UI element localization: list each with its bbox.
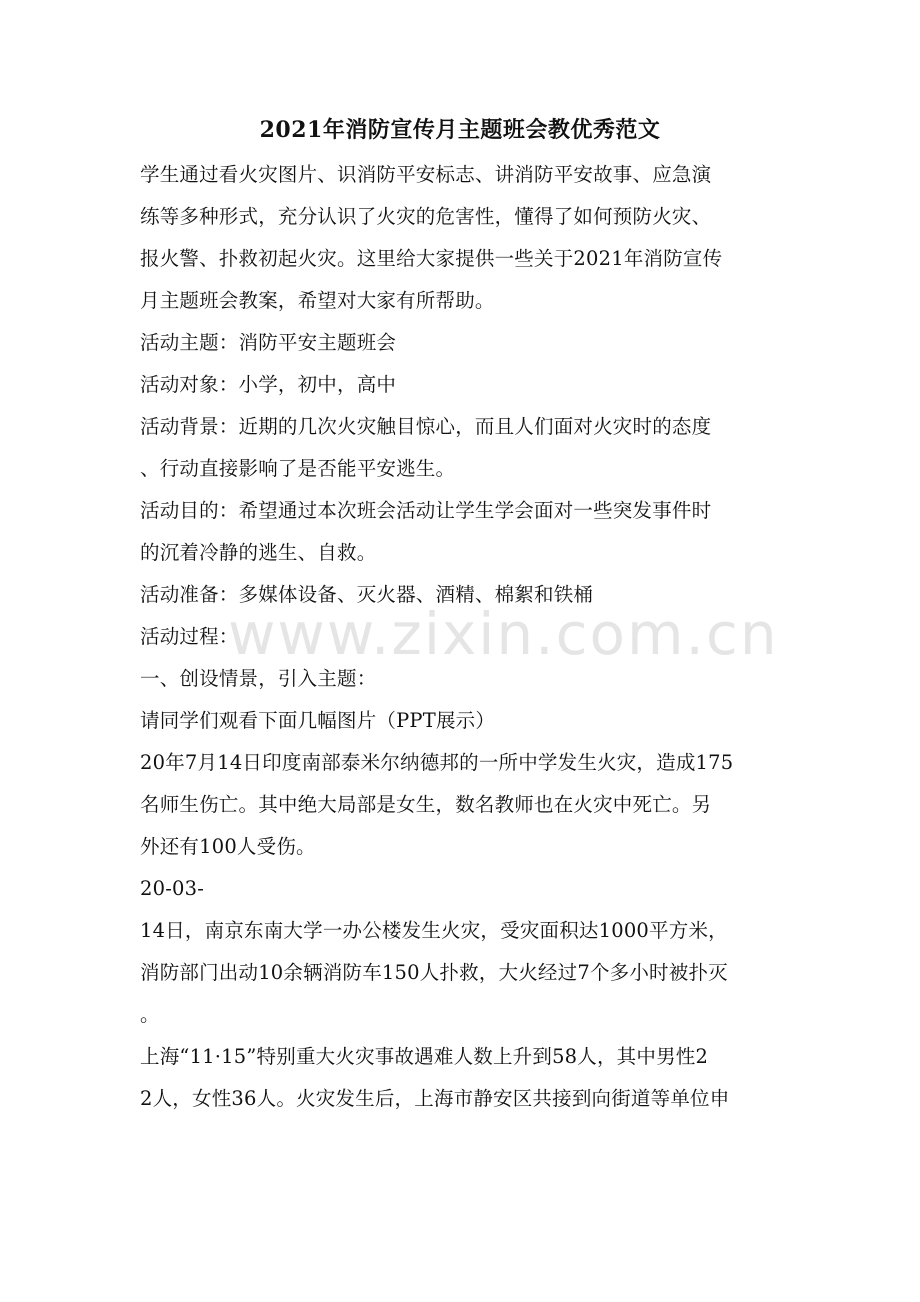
activity-theme-line: 活动主题：消防平安主题班会 [140,331,397,354]
section-heading: 一、创设情景，引入主题： [140,667,377,690]
paragraph-line: 14日，南京东南大学一办公楼发生火灾，受灾面积达1000平方米， [140,919,728,942]
activity-background-line: 活动背景：近期的几次火灾触目惊心，而且人们面对火灾时的态度 [140,415,712,438]
activity-process-line: 活动过程： [140,625,239,648]
activity-goal-line: 活动目的：希望通过本次班会活动让学生学会面对一些突发事件时 [140,499,712,522]
paragraph-line: 请同学们观看下面几幅图片（PPT展示） [140,709,496,732]
document-body [140,154,776,1120]
paragraph-line: 外还有100人受伤。 [140,835,316,858]
paragraph-line: 的沉着冷静的逃生、自救。 [140,541,377,564]
document-title: 2021年消防宣传月主题班会教优秀范文 [259,117,661,143]
paragraph-line: 2人，女性36人。火灾发生后，上海市静安区共接到向街道等单位申 [140,1087,730,1110]
watermark: www.zixin.com.cn [228,600,779,668]
paragraph-line: 上海“11·15”特别重大火灾事故遇难人数上升到58人，其中男性2 [140,1045,709,1068]
paragraph-line: 练等多种形式，充分认识了火灾的危害性，懂得了如何预防火灾、 [140,205,712,228]
paragraph-line: 报火警、扑救初起火灾。这里给大家提供一些关于2021年消防宣传 [140,247,723,270]
paragraph-line: 名师生伤亡。其中绝大局部是女生，数名教师也在火灾中死亡。另 [140,793,712,816]
paragraph-line: 、行动直接影响了是否能平安逃生。 [140,457,456,480]
activity-audience-line: 活动对象：小学，初中，高中 [140,373,397,396]
paragraph-line: 20年7月14日印度南部泰米尔纳德邦的一所中学发生火灾，造成175 [140,751,734,774]
paragraph-line: 。 [140,1003,160,1026]
paragraph-line: 消防部门出动10余辆消防车150人扑救，大火经过7个多小时被扑灭 [140,961,728,984]
activity-preparation-line: 活动准备：多媒体设备、灭火器、酒精、棉絮和铁桶 [140,583,594,606]
paragraph-line: 20-03- [140,877,205,900]
paragraph-line: 学生通过看火灾图片、识消防平安标志、讲消防平安故事、应急演 [140,163,712,186]
paragraph-line: 月主题班会教案，希望对大家有所帮助。 [140,289,495,312]
